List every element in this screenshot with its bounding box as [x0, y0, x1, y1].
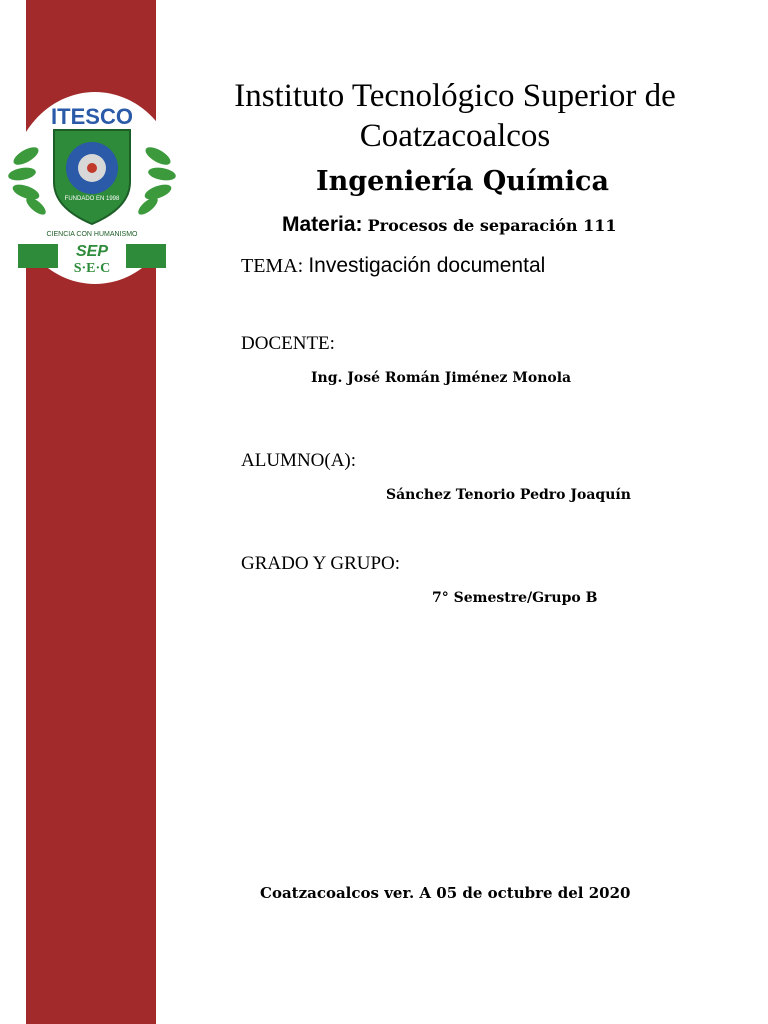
- institution-title: [190, 76, 720, 156]
- group-label: GRADO Y GRUPO:: [241, 553, 401, 574]
- svg-text:SEP: SEP: [75, 243, 109, 260]
- subject-value: Procesos de separación 111: [367, 216, 617, 235]
- svg-text:FUNDADO EN 1998: FUNDADO EN 1998: [64, 196, 120, 202]
- svg-text:S·E·C: S·E·C: [73, 261, 111, 276]
- place-date: Coatzacoalcos ver. A 05 de octubre del 2020: [260, 884, 631, 902]
- left-glyph-icon: [18, 244, 58, 268]
- title-line-2: Coatzacoalcos: [359, 118, 551, 154]
- left-leaves-icon: [7, 144, 48, 218]
- student-label: ALUMNO(A):: [241, 450, 357, 471]
- topic-label: TEMA:: [241, 255, 304, 277]
- title-line-1: Instituto Tecnológico Superior de: [234, 78, 676, 114]
- student-name: Sánchez Tenorio Pedro Joaquín: [386, 487, 631, 503]
- subject-label: Materia:: [282, 213, 363, 236]
- atom-icon: [87, 163, 97, 173]
- group-value: 7° Semestre/Grupo B: [432, 590, 598, 606]
- right-leaves-icon: [136, 144, 177, 218]
- career-name: Ingeniería Química: [316, 166, 609, 197]
- topic-value: Investigación documental: [308, 254, 546, 277]
- subject-line: [282, 213, 617, 237]
- topic-line: [241, 254, 545, 278]
- itesco-logo: [4, 96, 180, 276]
- svg-text:CIENCIA CON HUMANISMO: CIENCIA CON HUMANISMO: [46, 231, 138, 238]
- teacher-label: DOCENTE:: [241, 333, 335, 354]
- teacher-name: Ing. José Román Jiménez Monola: [311, 370, 572, 386]
- logo-acronym: ITESCO: [51, 104, 133, 129]
- right-glyph-icon: [126, 244, 166, 268]
